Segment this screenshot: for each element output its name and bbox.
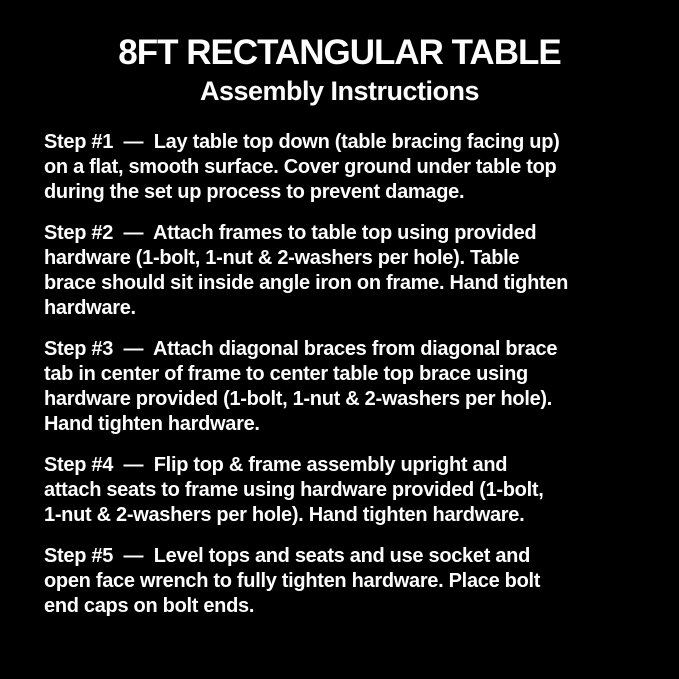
step-1-line-1: Step #1 — Lay table top down (table bracing facing up) — [44, 131, 560, 153]
step-1-line-2: on a flat, smooth surface. Cover ground under table top — [44, 156, 557, 178]
step-5-line-2: open face wrench to fully tighten hardware. Place bolt — [44, 570, 541, 592]
step-5-line-1: Step #5 — Level tops and seats and use socket and — [44, 545, 530, 567]
step-4 — [44, 453, 651, 528]
step-2-line-4: hardware. — [44, 297, 136, 319]
step-1-line-3: during the set up process to prevent damage. — [44, 181, 465, 203]
step-2-line-3: brace should sit inside angle iron on frame. Hand tighten — [44, 272, 569, 294]
steps-list — [0, 130, 679, 619]
step-4-line-1: Step #4 — Flip top & frame assembly upright and — [44, 454, 508, 476]
step-5-line-3: end caps on bolt ends. — [44, 595, 255, 617]
step-4-line-2: attach seats to frame using hardware provided (1-bolt, — [44, 479, 544, 501]
step-5 — [44, 544, 651, 619]
step-3-line-4: Hand tighten hardware. — [44, 413, 260, 435]
step-3-line-1: Step #3 — Attach diagonal braces from diagonal brace — [44, 338, 558, 360]
step-3 — [44, 337, 651, 437]
step-1 — [44, 130, 651, 205]
step-3-line-2: tab in center of frame to center table top brace using — [44, 363, 528, 385]
poster-header — [0, 0, 679, 107]
step-4-line-3: 1-nut & 2-washers per hole). Hand tighten hardware. — [44, 504, 525, 526]
step-2-line-1: Step #2 — Attach frames to table top using provided — [44, 222, 537, 244]
page-title: 8FT RECTANGULAR TABLE — [118, 33, 561, 72]
page-subtitle: Assembly Instructions — [199, 76, 480, 106]
step-3-line-3: hardware provided (1-bolt, 1-nut & 2-washers per hole). — [44, 388, 553, 410]
step-2-line-2: hardware (1-bolt, 1-nut & 2-washers per hole). Table — [44, 247, 520, 269]
step-2 — [44, 221, 651, 321]
